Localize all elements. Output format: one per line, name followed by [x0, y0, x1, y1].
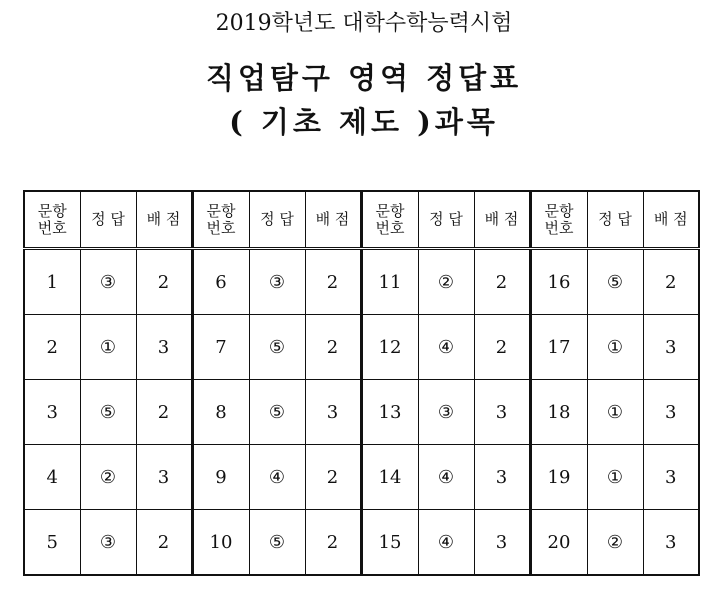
score-cell: 2	[643, 249, 699, 315]
header-number	[530, 191, 587, 249]
question-number-cell: 19	[530, 445, 587, 510]
header-number-line: 문항	[375, 201, 405, 220]
answer-cell: ④	[418, 510, 474, 576]
header-score: 배 점	[136, 191, 192, 249]
question-number-cell: 12	[361, 315, 418, 380]
question-number-cell: 17	[530, 315, 587, 380]
score-cell: 2	[136, 380, 192, 445]
score-cell: 3	[136, 445, 192, 510]
question-number-cell: 6	[192, 249, 249, 315]
table-row	[24, 510, 699, 576]
table-body	[24, 249, 699, 576]
answer-cell: ③	[80, 249, 136, 315]
header-answer: 정 답	[418, 191, 474, 249]
score-cell: 2	[305, 249, 361, 315]
answer-cell: ⑤	[249, 510, 305, 576]
score-cell: 3	[474, 510, 530, 576]
header-number-line: 번호	[206, 218, 236, 237]
header-answer: 정 답	[587, 191, 643, 249]
table-row	[24, 380, 699, 445]
header-answer: 정 답	[80, 191, 136, 249]
header-number-line: 번호	[375, 218, 405, 237]
page-title: 직업탐구 영역 정답표	[205, 61, 523, 95]
score-cell: 2	[305, 510, 361, 576]
header-score: 배 점	[474, 191, 530, 249]
question-number-cell: 8	[192, 380, 249, 445]
question-number-cell: 16	[530, 249, 587, 315]
question-number-cell: 9	[192, 445, 249, 510]
header-answer: 정 답	[249, 191, 305, 249]
answer-cell: ④	[418, 445, 474, 510]
score-cell: 2	[136, 249, 192, 315]
answer-cell: ②	[80, 445, 136, 510]
answer-cell: ①	[587, 380, 643, 445]
answer-cell: ①	[587, 315, 643, 380]
header-number	[192, 191, 249, 249]
answer-cell: ③	[80, 510, 136, 576]
question-number-cell: 13	[361, 380, 418, 445]
question-number-cell: 7	[192, 315, 249, 380]
answer-table	[23, 190, 700, 576]
header-number-line: 문항	[37, 201, 67, 220]
table-row	[24, 445, 699, 510]
answer-cell: ②	[587, 510, 643, 576]
question-number-cell: 4	[24, 445, 80, 510]
score-cell: 3	[643, 445, 699, 510]
header-number-line: 문항	[544, 201, 574, 220]
subject-suffix: 과목	[434, 105, 499, 139]
question-number-cell: 15	[361, 510, 418, 576]
score-cell: 2	[305, 445, 361, 510]
score-cell: 2	[136, 510, 192, 576]
score-cell: 2	[474, 315, 530, 380]
table-row	[24, 315, 699, 380]
header-score: 배 점	[643, 191, 699, 249]
score-cell: 3	[474, 445, 530, 510]
score-cell: 3	[305, 380, 361, 445]
header-number	[361, 191, 418, 249]
question-number-cell: 11	[361, 249, 418, 315]
question-number-cell: 2	[24, 315, 80, 380]
exam-title: 2019학년도 대학수학능력시험	[215, 11, 513, 36]
header-number-line: 번호	[37, 218, 67, 237]
question-number-cell: 10	[192, 510, 249, 576]
question-number-cell: 1	[24, 249, 80, 315]
answer-cell: ③	[418, 380, 474, 445]
score-cell: 3	[136, 315, 192, 380]
score-cell: 2	[474, 249, 530, 315]
answer-cell: ④	[418, 315, 474, 380]
score-cell: 3	[643, 315, 699, 380]
table-row	[24, 249, 699, 315]
subject-title	[0, 100, 728, 141]
answer-cell: ③	[249, 249, 305, 315]
header-number	[24, 191, 80, 249]
question-number-cell: 20	[530, 510, 587, 576]
answer-cell: ①	[587, 445, 643, 510]
score-cell: 3	[643, 510, 699, 576]
answer-cell: ②	[418, 249, 474, 315]
answer-cell: ⑤	[249, 380, 305, 445]
question-number-cell: 14	[361, 445, 418, 510]
subject-name: ( 기초 제도 )	[229, 105, 435, 139]
score-cell: 2	[305, 315, 361, 380]
answer-cell: ④	[249, 445, 305, 510]
score-cell: 3	[643, 380, 699, 445]
score-cell: 3	[474, 380, 530, 445]
header-number-line: 문항	[206, 201, 236, 220]
header-score: 배 점	[305, 191, 361, 249]
table-header-row	[24, 191, 699, 249]
answer-cell: ⑤	[249, 315, 305, 380]
question-number-cell: 5	[24, 510, 80, 576]
question-number-cell: 18	[530, 380, 587, 445]
answer-cell: ①	[80, 315, 136, 380]
answer-cell: ⑤	[587, 249, 643, 315]
header-number-line: 번호	[544, 218, 574, 237]
answer-cell: ⑤	[80, 380, 136, 445]
question-number-cell: 3	[24, 380, 80, 445]
